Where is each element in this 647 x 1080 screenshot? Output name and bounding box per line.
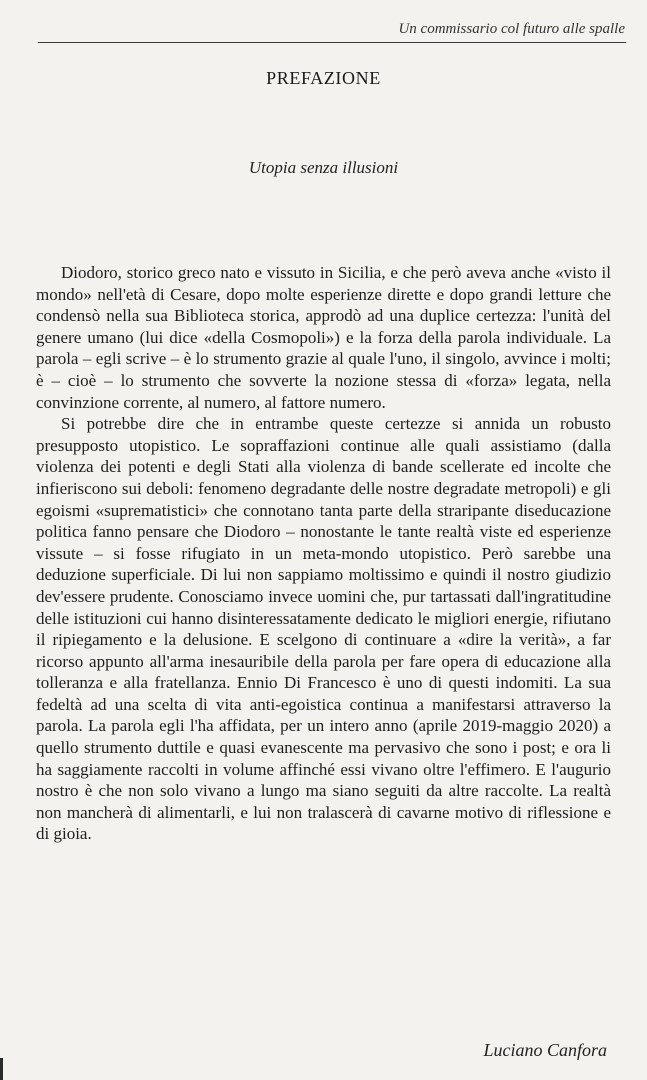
header-rule <box>38 42 626 43</box>
page-subtitle: Utopia senza illusioni <box>248 158 399 177</box>
running-header: Un commissario col futuro alle spalle <box>398 21 625 37</box>
author-signature: Luciano Canfora <box>483 1040 607 1060</box>
paragraph: Si potrebbe dire che in entrambe queste certezze si annida un robusto presupposto utopistico. Le sopraffazioni continue alle quali assistiamo (dalla violenza dei potenti e degli Stati alla violenza di bande scellerate ed incolte che infieriscono sui deboli: fenomeno degradante delle nostre degradate metropoli) e gli egoismi «suprematistici» che connotano tanta parte della straripante diseducazione politica fanno pensare che Diodoro – nonostante le tante realtà viste ed esperienze vissute – si fosse rifugiato in un meta-mondo utopistico. Però sarebbe una deduzione superficiale. Di lui non sappiamo moltissimo e quindi il nostro giudizio dev'essere prudente. Conosciamo invece uomini che, pur tartassati dall'ingratitudine delle istituzioni cui hanno disinteressatamente dedicato le migliori energie, rifiutano il ripiegamento e la delusione. E scelgono di continuare a «dire la verità», a far ricorso appunto all'arma inesauribile della parola per fare opera di educazione alla tolleranza e alla fratellanza. Ennio Di Francesco è uno di questi indomiti. La sua fedeltà ad una scelta di vita anti-egoistica continua a manifestarsi attraverso la parola. La parola egli l'ha affidata, per un intero anno (aprile 2019-maggio 2020) a quello strumento duttile e quasi evanescente ma pervasivo che sono i post; e ora li ha saggiamente raccolti in volume affinché essi vivano oltre l'effimero. E l'augurio nostro è che non solo vivano a lungo ma siano seguiti da altre raccolte. La realtà non mancherà di alimentarli, e lui non tralascerà di cavarne motivo di riflessione e di gioia. <box>36 414 611 844</box>
paragraph: Diodoro, storico greco nato e vissuto in Sicilia, e che però aveva anche «visto il mondo» nell'età di Cesare, dopo molte esperienze dirette e dopo grandi letture che condensò nella sua Biblioteca storica, approdò ad una duplice certezza: l'unità del genere umano (lui dice «della Cosmopoli») e la forza della parola individuale. La parola – egli scrive – è lo strumento grazie al quale l'uno, il singolo, avvince i molti; è – cioè – lo strumento che sovverte la nozione stessa di «forza» legata, nella convinzione corrente, al numero, al fattore numero. <box>36 263 611 412</box>
page-title: PREFAZIONE <box>266 68 381 88</box>
page-edge-mark <box>0 1058 3 1080</box>
body-text <box>36 262 611 845</box>
